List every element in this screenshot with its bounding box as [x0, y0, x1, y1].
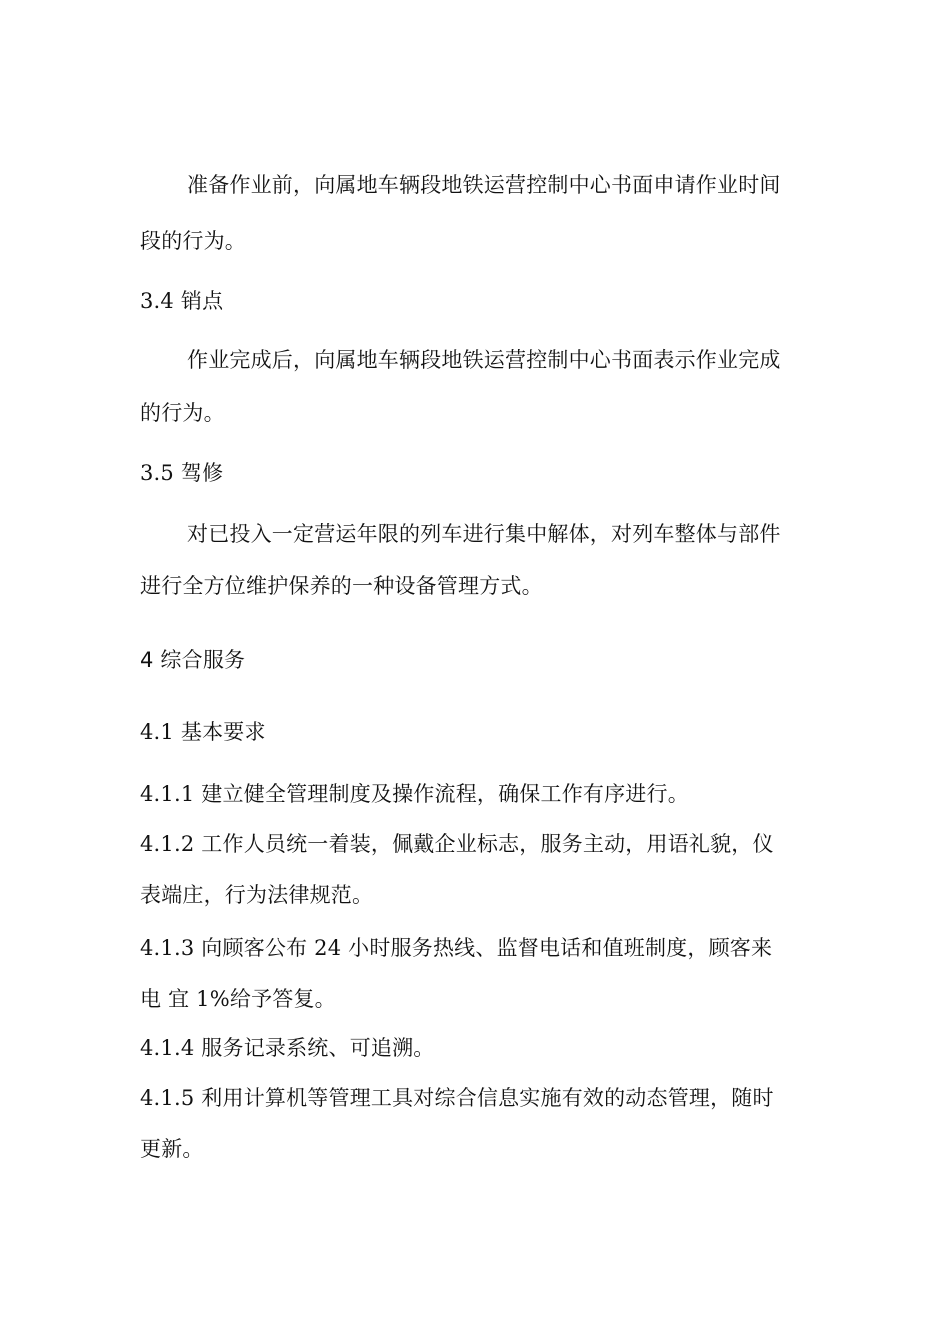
paragraph-line: 更新。: [140, 1137, 204, 1161]
clause-4-1-2: 4.1.2 工作人员统一着装，佩戴企业标志，服务主动，用语礼貌，仪: [140, 832, 774, 856]
clause-4-1-5: 4.1.5 利用计算机等管理工具对综合信息实施有效的动态管理，随时: [140, 1086, 774, 1110]
clause-4-1-1: 4.1.1 建立健全管理制度及操作流程，确保工作有序进行。: [140, 782, 689, 806]
paragraph-line: 电 宜 1%给予答复。: [140, 987, 336, 1011]
paragraph-line: 对已投入一定营运年限的列车进行集中解体，对列车整体与部件: [187, 522, 781, 546]
paragraph-line: 表端庄，行为法律规范。: [140, 883, 374, 907]
section-heading-4-1: 4.1 基本要求: [140, 720, 266, 744]
paragraph-line: 的行为。: [140, 401, 225, 425]
paragraph-line: 进行全方位维护保养的一种设备管理方式。: [140, 574, 543, 598]
paragraph-line: 准备作业前，向属地车辆段地铁运营控制中心书面申请作业时间: [187, 173, 781, 197]
section-heading-3-5: 3.5 驾修: [140, 461, 224, 485]
paragraph-line: 段的行为。: [140, 229, 246, 253]
paragraph-line: 作业完成后，向属地车辆段地铁运营控制中心书面表示作业完成: [187, 348, 781, 372]
clause-4-1-3: 4.1.3 向顾客公布 24 小时服务热线、监督电话和值班制度，顾客来: [140, 936, 773, 960]
section-heading-4: 4 综合服务: [140, 648, 246, 672]
clause-4-1-4: 4.1.4 服务记录系统、可追溯。: [140, 1036, 435, 1060]
section-heading-3-4: 3.4 销点: [140, 289, 224, 313]
